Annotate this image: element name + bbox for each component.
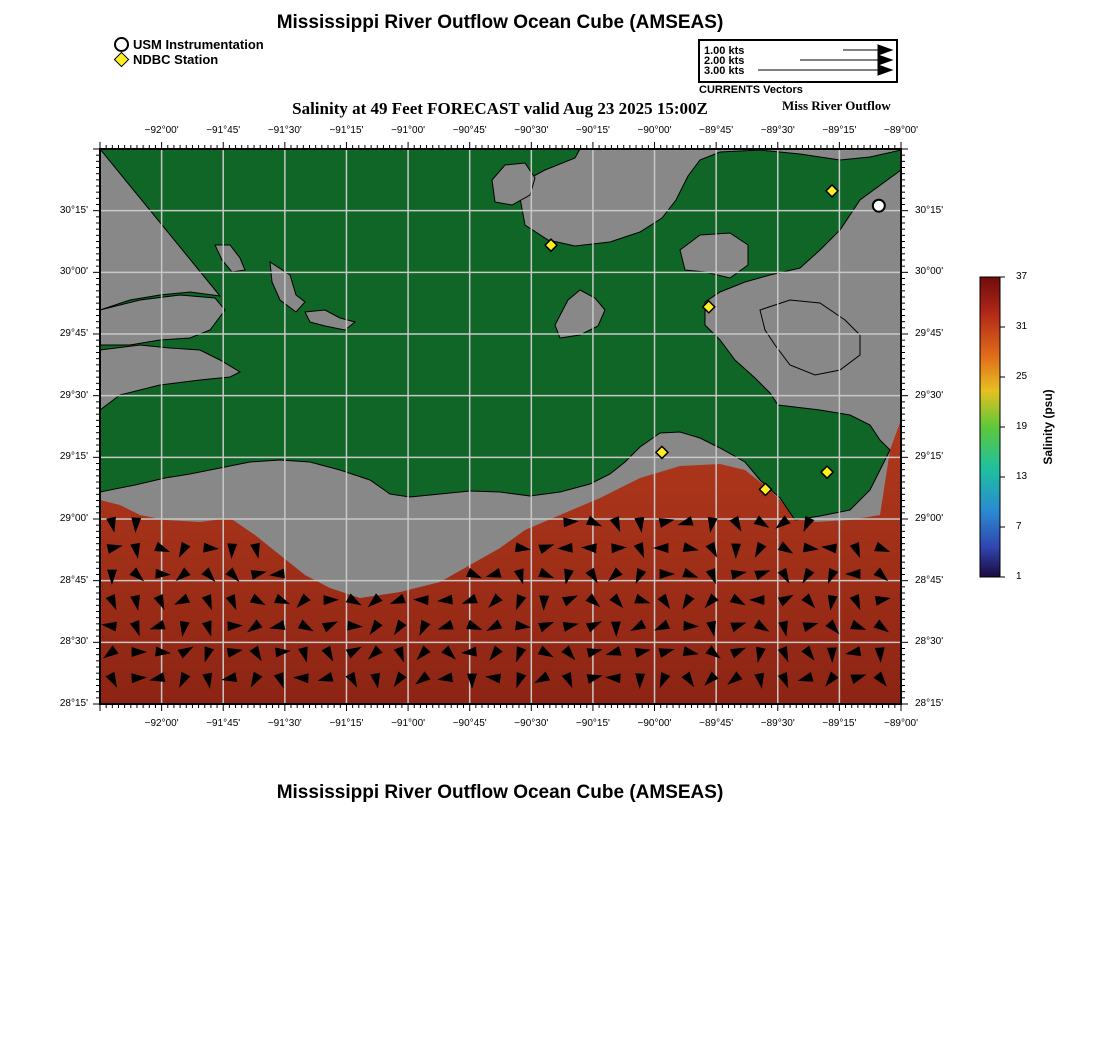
colorbar-label: 19 bbox=[1016, 421, 1028, 432]
tick-label: −89°45' bbox=[699, 125, 734, 136]
tick-label: −90°45' bbox=[452, 718, 487, 729]
region-label: Miss River Outflow bbox=[782, 98, 891, 113]
colorbar-label: 7 bbox=[1016, 521, 1022, 532]
colorbar-label: 37 bbox=[1016, 271, 1028, 282]
tick-label: −89°15' bbox=[822, 125, 857, 136]
tick-label: −89°30' bbox=[760, 125, 795, 136]
tick-label: −91°45' bbox=[206, 718, 241, 729]
vector-scale-2: 2.00 kts bbox=[704, 55, 745, 67]
tick-label: −90°15' bbox=[575, 718, 610, 729]
tick-label: 30°15' bbox=[59, 204, 88, 216]
map-subtitle: Salinity at 49 Feet FORECAST valid Aug 23 2025 15:00Z bbox=[292, 99, 708, 118]
tick-label: 28°45' bbox=[915, 574, 944, 586]
tick-label: −91°00' bbox=[391, 718, 426, 729]
footer-title: Mississippi River Outflow Ocean Cube (AMSEAS) bbox=[276, 782, 724, 803]
tick-label: 30°15' bbox=[915, 204, 944, 216]
tick-label: −92°00' bbox=[144, 125, 179, 136]
vector-scale-1: 1.00 kts bbox=[704, 45, 745, 57]
colorbar-title: Salinity (psu) bbox=[1041, 389, 1055, 465]
tick-label: 28°30' bbox=[59, 636, 88, 648]
tick-label: 28°45' bbox=[59, 574, 88, 586]
tick-label: −90°30' bbox=[514, 718, 549, 729]
tick-label: 30°00' bbox=[59, 266, 88, 278]
colorbar bbox=[980, 277, 1000, 577]
tick-label: 28°30' bbox=[915, 636, 944, 648]
tick-label: −91°30' bbox=[267, 125, 302, 136]
tick-label: −89°45' bbox=[699, 718, 734, 729]
tick-label: −90°15' bbox=[575, 125, 610, 136]
tick-label: −91°15' bbox=[329, 718, 364, 729]
tick-label: −90°45' bbox=[452, 125, 487, 136]
tick-label: −89°30' bbox=[760, 718, 795, 729]
tick-label: 30°00' bbox=[915, 266, 944, 278]
tick-label: −91°45' bbox=[206, 125, 241, 136]
colorbar-label: 25 bbox=[1016, 371, 1028, 382]
page-title: Mississippi River Outflow Ocean Cube (AMSEAS) bbox=[276, 12, 724, 33]
tick-label: −90°30' bbox=[514, 125, 549, 136]
colorbar-label: 13 bbox=[1016, 471, 1028, 482]
tick-label: 29°30' bbox=[915, 389, 944, 401]
vector-scale-title: CURRENTS Vectors bbox=[699, 84, 803, 96]
tick-label: −89°00' bbox=[884, 125, 918, 136]
tick-label: 29°00' bbox=[59, 513, 88, 524]
tick-label: −91°00' bbox=[391, 125, 426, 136]
tick-label: −91°15' bbox=[329, 125, 364, 136]
tick-label: 29°45' bbox=[915, 328, 944, 339]
tick-label: 29°00' bbox=[915, 513, 944, 524]
tick-label: 29°15' bbox=[59, 451, 88, 463]
usm-station-marker[interactable] bbox=[873, 200, 885, 212]
tick-label: −91°30' bbox=[267, 718, 302, 729]
tick-label: 29°15' bbox=[915, 451, 944, 463]
vector-scale-3: 3.00 kts bbox=[704, 65, 745, 77]
colorbar-label: 31 bbox=[1016, 321, 1028, 332]
tick-label: −90°00' bbox=[637, 718, 672, 729]
tick-label: −89°00' bbox=[884, 718, 918, 729]
colorbar-label: 1 bbox=[1016, 571, 1022, 582]
tick-label: −90°00' bbox=[637, 125, 672, 136]
tick-label: 28°15' bbox=[59, 698, 88, 709]
tick-label: 29°30' bbox=[59, 389, 88, 401]
colorbar-ticks bbox=[1000, 277, 1005, 577]
tick-label: −89°15' bbox=[822, 718, 857, 729]
tick-label: 29°45' bbox=[59, 328, 88, 339]
legend-ndbc-label: NDBC Station bbox=[133, 52, 219, 67]
tick-label: −92°00' bbox=[144, 718, 179, 729]
legend-usm-label: USM Instrumentation bbox=[133, 37, 264, 52]
tick-label: 28°15' bbox=[915, 698, 944, 709]
